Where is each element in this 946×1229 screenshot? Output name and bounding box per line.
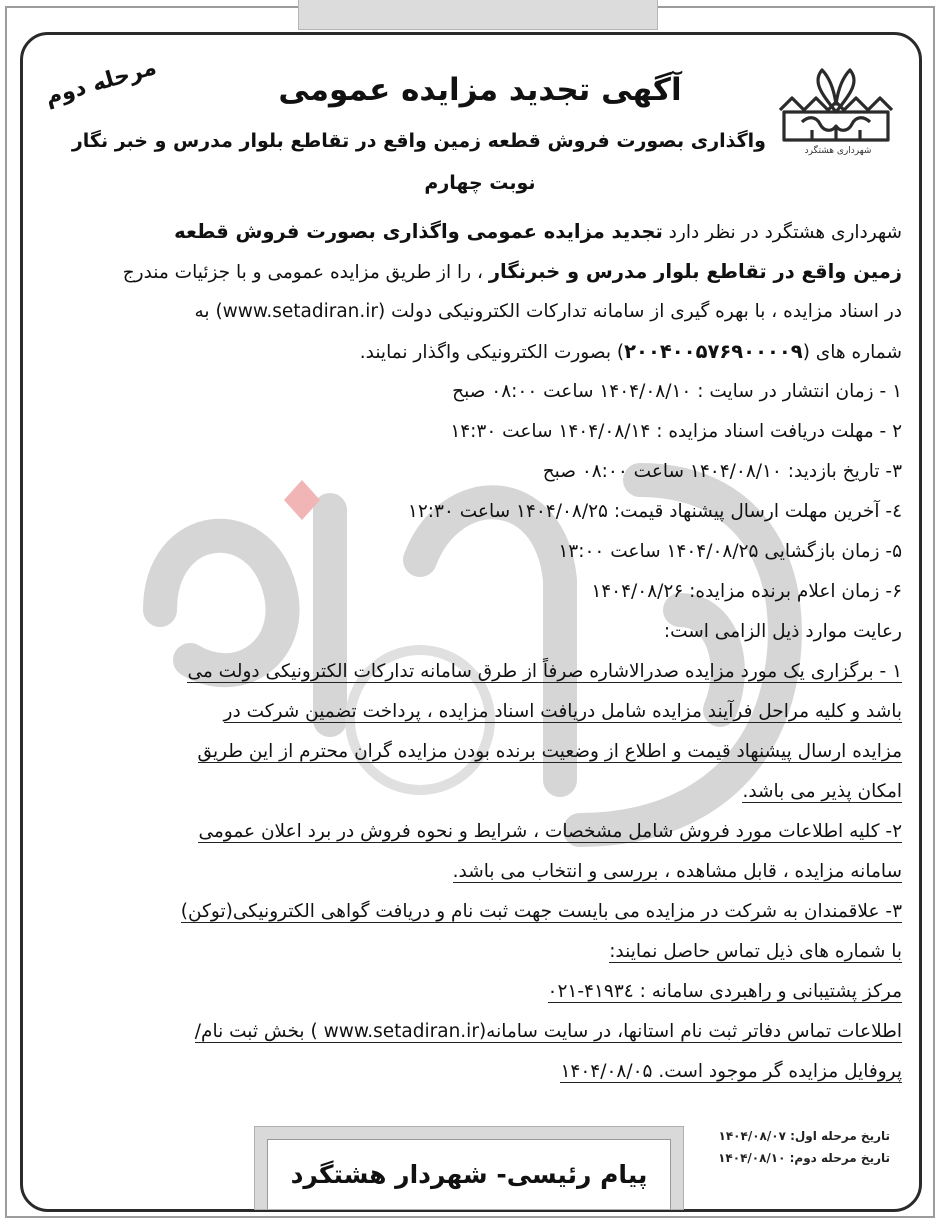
stage-one-date: تاریخ مرحله اول: ۱۴۰۴/۰۸/۰۷	[718, 1129, 890, 1143]
top-tab-decoration	[298, 0, 658, 30]
notice-round: نوبت چهارم	[424, 172, 536, 194]
intro-bold-text: زمین واقع در تقاطع بلوار مدرس و خبرنگار	[488, 260, 902, 283]
requirement-line	[46, 892, 902, 932]
requirement-line	[46, 732, 902, 772]
contact-text: پروفایل مزایده گر موجود است. ۱۴۰۴/۰۸/۰۵	[560, 1061, 902, 1082]
auction-number: ۲۰۰۴۰۰۵۷۶۹۰۰۰۰۹	[624, 340, 803, 363]
contact-line	[46, 1012, 902, 1052]
schedule-item: ٤- آخرین مهلت ارسال پیشنهاد قیمت: ۱۴۰۴/۰۸/۲۵ ساعت ۱۲:۳۰	[407, 501, 902, 522]
requirement-line	[46, 812, 902, 852]
requirement-text: باشد و کلیه مراحل فرآیند مزایده شامل دریافت اسناد مزایده ، پرداخت تضمین شرکت در	[223, 701, 902, 722]
requirement-line	[46, 852, 902, 892]
support-line	[46, 972, 902, 1012]
intro-line-2	[46, 252, 902, 292]
notice-body	[46, 212, 902, 1092]
notice-title: آگهی تجدید مزایده عمومی	[278, 72, 682, 108]
requirement-text: سامانه مزایده ، قابل مشاهده ، بررسی و انتخاب می باشد.	[452, 861, 902, 882]
signature-text: پیام رئیسی- شهردار هشتگرد	[267, 1139, 671, 1209]
intro-text: ، را از طریق مزایده عمومی و با جزئیات مندرج	[122, 262, 489, 283]
requirement-text: ۳- علاقمندان به شرکت در مزایده می بایست جهت ثبت نام و دریافت گواهی الکترونیکی(توکن)	[180, 901, 902, 922]
requirement-line	[46, 932, 902, 972]
requirement-text: امکان پذیر می باشد.	[742, 781, 902, 802]
schedule-item: ۱ - زمان انتشار در سایت : ۱۴۰۴/۰۸/۱۰ ساعت ۰۸:۰۰ صبح	[452, 381, 902, 402]
contact-text: اطلاعات تماس دفاتر ثبت نام استانها، در سایت سامانه(www.setadiran.ir ) بخش ثبت نام/	[194, 1021, 902, 1042]
signature-box	[254, 1126, 684, 1210]
requirement-text: ۲- کلیه اطلاعات مورد فروش شامل مشخصات ، شرایط و نحوه فروش در برد اعلان عمومی	[198, 821, 902, 842]
support-phone: مرکز پشتیبانی و راهبردی سامانه : ۴۱۹۳٤-۰۲۱	[547, 981, 902, 1002]
schedule-item: ۶- زمان اعلام برنده مزایده: ۱۴۰۴/۰۸/۲۶	[591, 581, 902, 602]
stage-two-date: تاریخ مرحله دوم: ۱۴۰۴/۰۸/۱۰	[718, 1151, 890, 1165]
schedule-item: ۵- زمان بازگشایی ۱۴۰۴/۰۸/۲۵ ساعت ۱۳:۰۰	[558, 541, 902, 562]
intro-line-4	[46, 332, 902, 372]
notice-subtitle: واگذاری بصورت فروش قطعه زمین واقع در تقاطع بلوار مدرس و خبر نگار	[71, 130, 766, 152]
requirement-text: با شماره های ذیل تماس حاصل نمایند:	[609, 941, 902, 962]
intro-line-3: در اسناد مزایده ، با بهره گیری از سامانه تدارکات الکترونیکی دولت (www.setadiran.ir) به	[194, 301, 902, 322]
schedule-item: ۲ - مهلت دریافت اسناد مزایده : ۱۴۰۴/۰۸/۱۴ ساعت ۱۴:۳۰	[450, 421, 902, 442]
requirement-text: ۱ - برگزاری یک مورد مزایده صدرالاشاره صرفاً از طرق سامانه تدارکات الکترونیکی دولت می	[187, 661, 902, 682]
intro-text: شهرداری هشتگرد در نظر دارد	[662, 222, 902, 243]
contact-line	[46, 1052, 902, 1092]
intro-text: شماره های (	[802, 342, 902, 363]
stage-dates	[700, 1125, 890, 1169]
logo-caption: شهرداری هشتگرد	[804, 146, 872, 156]
requirement-line	[46, 692, 902, 732]
intro-text: ) بصورت الکترونیکی واگذار نمایند.	[359, 342, 625, 363]
intro-bold-text: تجدید مزایده عمومی واگذاری بصورت فروش قطعه	[174, 220, 663, 243]
intro-line-1	[46, 212, 902, 252]
stage-label: مرحله دوم	[42, 55, 160, 111]
requirement-line	[46, 772, 902, 812]
requirement-line	[46, 652, 902, 692]
schedule-item: ۳- تاریخ بازدید: ۱۴۰۴/۰۸/۱۰ ساعت ۰۸:۰۰ صبح	[542, 461, 902, 482]
requirements-heading: رعایت موارد ذیل الزامی است:	[663, 621, 902, 642]
requirement-text: مزایده ارسال پیشنهاد قیمت و اطلاع از وضعیت برنده بودن مزایده گران محترم از این طریق	[197, 741, 902, 762]
